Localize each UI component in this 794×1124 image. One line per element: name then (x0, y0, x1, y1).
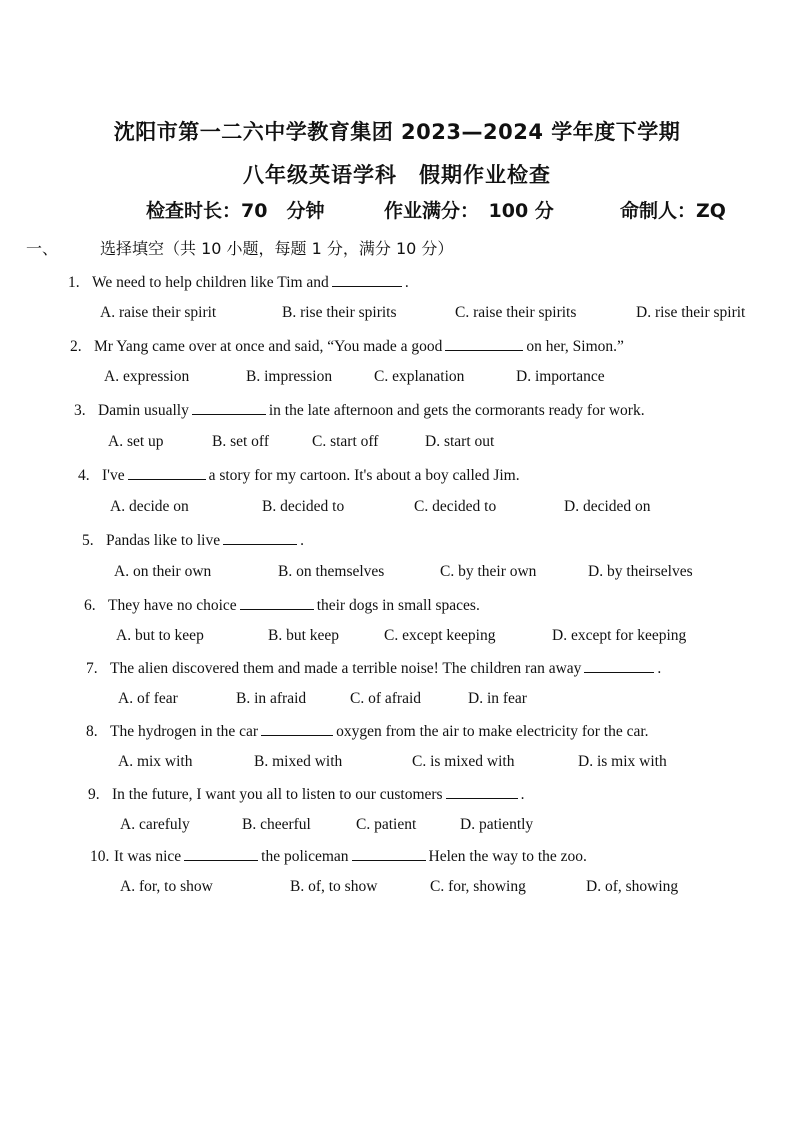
question-10: 10. It was nice the policeman Helen the way to the zoo. (90, 848, 587, 865)
question-number: 9. (88, 786, 100, 803)
option-c: C. by their own (440, 563, 537, 580)
options-10 (120, 878, 760, 898)
option-d: D. in fear (468, 690, 527, 707)
option-b: B. of, to show (290, 878, 378, 895)
question-6: 6. They have no choice their dogs in small spaces. (84, 597, 480, 614)
option-a: A. decide on (110, 498, 189, 515)
option-c: C. raise their spirits (455, 304, 577, 321)
question-number: 4. (78, 467, 90, 484)
option-b: B. set off (212, 433, 269, 450)
option-c: C. for, showing (430, 878, 526, 895)
answer-blank (192, 400, 266, 415)
option-d: D. is mix with (578, 753, 667, 770)
check-type-label: 假期作业检查 (419, 163, 551, 187)
options-6 (116, 627, 794, 647)
question-4: 4. I've a story for my cartoon. It's about a boy called Jim. (78, 467, 520, 484)
option-c: C. is mixed with (412, 753, 515, 770)
answer-blank (446, 784, 518, 799)
option-c: C. decided to (414, 498, 497, 515)
full-score-text: 作业满分： 100 分 (384, 200, 554, 222)
question-1: 1. We need to help children like Tim and . (68, 274, 409, 291)
option-d: D. except for keeping (552, 627, 687, 644)
question-number: 10. (90, 848, 110, 865)
option-b: B. on themselves (278, 563, 385, 580)
option-d: D. by theirselves (588, 563, 693, 580)
answer-blank (128, 465, 206, 480)
option-b: B. rise their spirits (282, 304, 397, 321)
section-number: 一、 (26, 239, 59, 258)
options-8 (118, 753, 788, 773)
option-b: B. but keep (268, 627, 340, 644)
options-2 (104, 368, 784, 388)
question-2: 2. Mr Yang came over at once and said, “You made a good on her, Simon.” (70, 338, 624, 355)
options-3 (108, 433, 788, 453)
option-c: C. of afraid (350, 690, 422, 707)
option-d: D. of, showing (586, 878, 679, 895)
option-a: A. mix with (118, 753, 193, 770)
options-7 (118, 690, 788, 710)
option-d: D. start out (425, 433, 495, 450)
question-number: 1. (68, 274, 80, 291)
option-d: D. rise their spirit (636, 304, 746, 321)
option-c: C. except keeping (384, 627, 496, 644)
option-c: C. start off (312, 433, 379, 450)
question-number: 8. (86, 723, 98, 740)
question-number: 3. (74, 402, 86, 419)
option-d: D. decided on (564, 498, 651, 515)
answer-blank (261, 721, 333, 736)
option-a: A. of fear (118, 690, 178, 707)
option-a: A. carefuly (120, 816, 190, 833)
question-5: 5. Pandas like to live . (82, 532, 304, 549)
answer-blank (584, 658, 654, 673)
options-9 (120, 816, 760, 836)
question-9: 9. In the future, I want you all to listen to our customers . (88, 786, 525, 803)
option-b: B. mixed with (254, 753, 343, 770)
question-number: 5. (82, 532, 94, 549)
exam-meta (146, 196, 766, 226)
exam-subtitle (0, 159, 794, 189)
option-d: D. patiently (460, 816, 534, 833)
option-b: B. impression (246, 368, 333, 385)
question-number: 6. (84, 597, 96, 614)
question-3: 3. Damin usually in the late afternoon and gets the cormorants ready for work. (74, 402, 645, 419)
answer-blank (240, 595, 314, 610)
answer-blank (223, 530, 297, 545)
subject-label: 八年级英语学科 (243, 163, 397, 187)
options-4 (110, 498, 790, 518)
option-a: A. set up (108, 433, 164, 450)
answer-blank (445, 336, 523, 351)
answer-blank (352, 846, 426, 861)
exam-title: 沈阳市第一二六中学教育集团 2023—2024 学年度下学期 (113, 120, 681, 144)
options-1 (100, 304, 780, 324)
question-number: 2. (70, 338, 82, 355)
author-text: 命制人：ZQ (620, 200, 726, 222)
option-b: B. in afraid (236, 690, 307, 707)
option-a: A. raise their spirit (100, 304, 217, 321)
question-7: 7. The alien discovered them and made a terrible noise! The children ran away . (86, 660, 662, 677)
section-heading (26, 236, 453, 259)
options-5 (114, 563, 794, 583)
option-c: C. explanation (374, 368, 465, 385)
option-a: A. expression (104, 368, 190, 385)
option-d: D. importance (516, 368, 605, 385)
answer-blank (184, 846, 258, 861)
answer-blank (332, 272, 402, 287)
duration-text: 检查时长：70 分钟 (146, 200, 325, 222)
option-a: A. but to keep (116, 627, 204, 644)
section-title: 选择填空（共 10 小题，每题 1 分，满分 10 分） (100, 239, 454, 258)
question-8: 8. The hydrogen in the car oxygen from the air to make electricity for the car. (86, 723, 649, 740)
option-a: A. on their own (114, 563, 212, 580)
option-b: B. decided to (262, 498, 345, 515)
option-a: A. for, to show (120, 878, 213, 895)
option-c: C. patient (356, 816, 417, 833)
option-b: B. cheerful (242, 816, 311, 833)
question-number: 7. (86, 660, 98, 677)
